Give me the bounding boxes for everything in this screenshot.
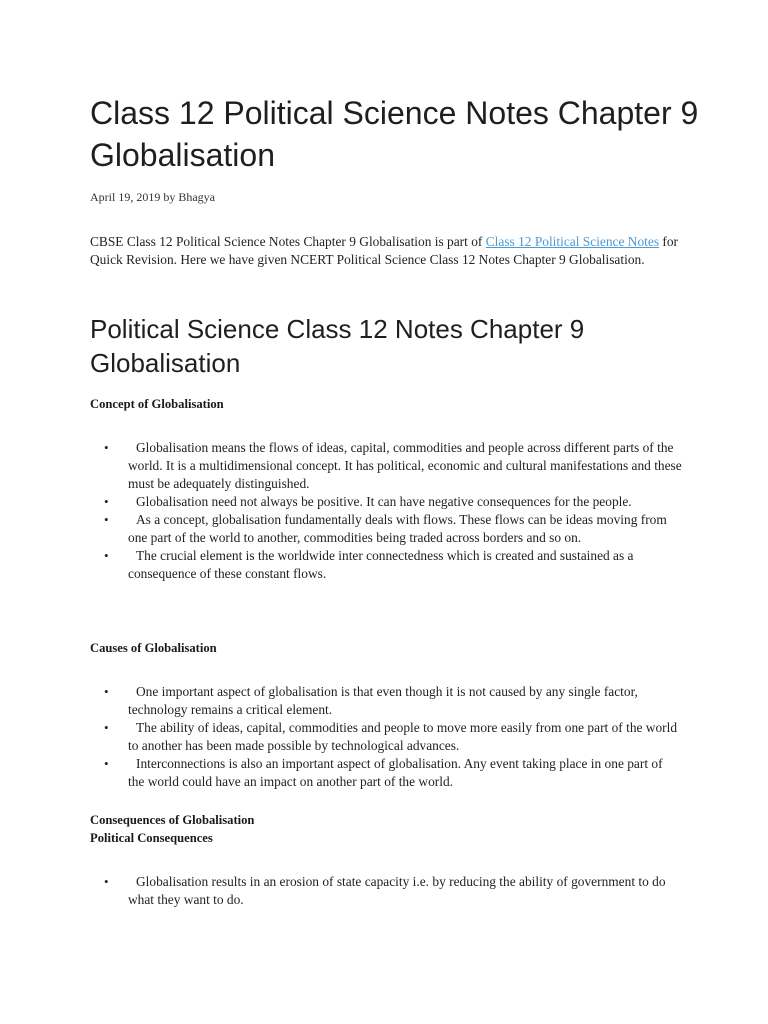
- bullet-icon: •: [104, 512, 109, 527]
- consequences-list: [90, 873, 690, 909]
- list-item: • The ability of ideas, capital, commodities and people to move more easily from one part of the world to another has been made possible by technological advances.: [104, 720, 678, 753]
- bullet-icon: •: [104, 684, 109, 699]
- list-item: • Globalisation results in an erosion of state capacity i.e. by reducing the ability of government to do what they want to do.: [104, 874, 666, 907]
- intro-text-after: for Quick Revision. Here we have given NCERT Political Science Class 12 Notes Chapter 9 Globalisation.: [90, 234, 678, 267]
- intro-text-before: CBSE Class 12 Political Science Notes Chapter 9 Globalisation is part of: [90, 234, 486, 249]
- list-item: • The crucial element is the worldwide inter connectedness which is created and sustained as a consequence of these constant flows.: [104, 548, 634, 581]
- section-title: Political Science Class 12 Notes Chapter 9 Globalisation: [90, 314, 585, 378]
- list-item: • Globalisation means the flows of ideas, capital, commodities and people across different parts of the world. It is a multidimensional concept. It has political, economic and cultural manifestations and these must be adequately distinguished.: [104, 440, 682, 491]
- causes-list: [90, 683, 690, 791]
- list-item: • One important aspect of globalisation is that even though it is not caused by any single factor, technology remains a critical element.: [104, 684, 638, 717]
- intro-paragraph: [90, 233, 690, 269]
- bullet-icon: •: [104, 874, 109, 889]
- bullet-icon: •: [104, 494, 109, 509]
- post-meta: April 19, 2019 by Bhagya: [90, 190, 215, 204]
- consequences-heading: Consequences of Globalisation: [90, 813, 255, 827]
- bullet-icon: •: [104, 548, 109, 563]
- causes-heading: Causes of Globalisation: [90, 641, 217, 655]
- page-title: Class 12 Political Science Notes Chapter 9 Globalisation: [90, 95, 699, 173]
- bullet-icon: •: [104, 756, 109, 771]
- list-item: • Globalisation need not always be positive. It can have negative consequences for the people.: [104, 494, 632, 509]
- bullet-icon: •: [104, 440, 109, 455]
- class-12-notes-link[interactable]: Class 12 Political Science Notes: [485, 234, 660, 249]
- concept-heading: Concept of Globalisation: [90, 397, 224, 411]
- political-consequences-heading: Political Consequences: [90, 831, 213, 845]
- bullet-icon: •: [104, 720, 109, 735]
- list-item: • Interconnections is also an important aspect of globalisation. Any event taking place in one part of the world could have an impact on another part of the world.: [104, 756, 663, 789]
- list-item: • As a concept, globalisation fundamentally deals with flows. These flows can be ideas moving from one part of the world to another, commodities being traded across borders and so on.: [104, 512, 667, 545]
- concept-list: [90, 439, 690, 583]
